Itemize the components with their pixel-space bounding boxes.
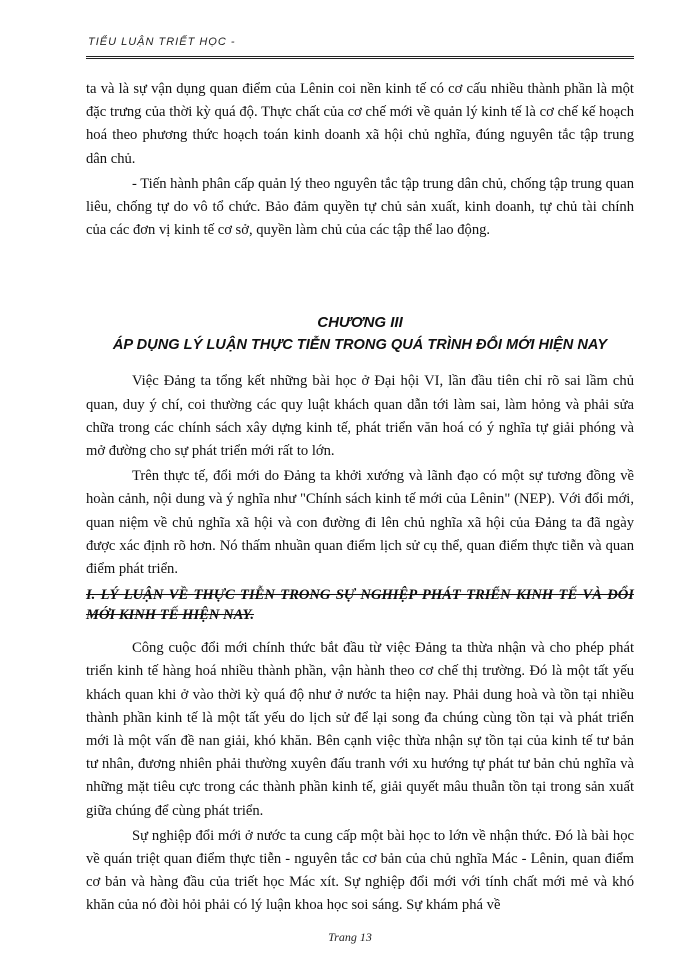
running-header: TIỂU LUẬN TRIẾT HỌC - [88, 36, 236, 48]
paragraph-continuation: ta và là sự vận dụng quan điểm của Lênin coi nền kinh tế có cơ cấu nhiều thành phần là một đặc trưng của thời kỳ quá độ. Thực chất của cơ chế mới về quản lý kinh tế là cơ chế kế hoạch hoá theo phương thức hoạch toán kinh doanh xã hội chủ nghĩa, đúng nguyên tắc tập trung dân chủ. [86, 81, 634, 167]
section-heading: I. LÝ LUẬN VỀ THỰC TIỄN TRONG SỰ NGHIỆP PHÁT TRIỂN KINH TẾ VÀ ĐỔI MỚI KINH TẾ HIỆN NAY. [86, 587, 634, 624]
paragraph: Công cuộc đổi mới chính thức bắt đầu từ việc Đảng ta thừa nhận và cho phép phát triển kinh tế hàng hoá nhiều thành phần, vận hành theo cơ chế thị trường. Đó là một tất yếu khách quan khi ở vào thời kỳ quá độ như ở nước ta hiện nay. Phải dung hoà và tồn tại nhiều thành phần kinh tế là một tất yếu do lịch sử để lại song đa chúng cùng tồn tại và phát triển mới là một vấn đề nan giải, khó khăn. Bên cạnh việc thừa nhận sự tồn tại của kinh tế tư bản tư nhân, đương nhiên phải thường xuyên đấu tranh với xu hướng tự phát tư bản chủ nghĩa và những mặt tiêu cực trong các thành phần kinh tế, giải quyết mâu thuẫn tồn tại trong sản xuất giữa chúng để cùng phát triển. [86, 640, 634, 819]
paragraph-bullet: - Tiến hành phân cấp quản lý theo nguyên tắc tập trung dân chủ, chống tập trung quan liêu, chống tự do vô tổ chức. Bảo đảm quyền tự chủ sản xuất, kinh doanh, tự chủ tài chính của các đơn vị kinh tế cơ sở, quyền làm chủ của các tập thể lao động. [86, 175, 634, 239]
header-rule [86, 56, 634, 59]
paragraph: Sự nghiệp đổi mới ở nước ta cung cấp một bài học to lớn về nhận thức. Đó là bài học về quán triệt quan điểm thực tiễn - nguyên tắc cơ bản của chủ nghĩa Mác - Lênin, quan điểm cơ bản và hàng đầu của triết học Mác xít. Sự nghiệp đổi mới với tính chất mới mẻ và khó khăn của nó đòi hỏi phải có lý luận khoa học soi sáng. Sự khám phá về [86, 827, 634, 914]
chapter-title: ÁP DỤNG LÝ LUẬN THỰC TIỄN TRONG QUÁ TRÌNH ĐỔI MỚI HIỆN NAY [112, 337, 608, 354]
paragraph: Việc Đảng ta tổng kết những bài học ở Đại hội VI, lần đầu tiên chỉ rõ sai lầm chủ quan, duy ý chí, coi thường các quy luật khách quan dẫn tới làm sai, làm hỏng và phải sửa chữa trong các chính sách xây dựng kinh tế, phát triển văn hoá có ý nghĩa tự giải phóng và mở đường cho sự phát triển mới rất to lớn. [86, 373, 634, 460]
paragraph: Trên thực tế, đổi mới do Đảng ta khởi xướng và lãnh đạo có một sự tương đồng về hoàn cảnh, nội dung và ý nghĩa như "Chính sách kinh tế mới của Lênin" (NEP). Với đổi mới, quan niệm về chủ nghĩa xã hội và con đường đi lên chủ nghĩa xã hội của Đảng ta đã ngày được xác định rõ hơn. Nó thấm nhuần quan điểm lịch sử cụ thể, quan điểm thực tiễn và quan điểm phát triển. [86, 468, 634, 578]
chapter-label: CHƯƠNG III [317, 314, 403, 332]
page-number: Trang 13 [328, 930, 372, 944]
page-body [86, 78, 634, 918]
